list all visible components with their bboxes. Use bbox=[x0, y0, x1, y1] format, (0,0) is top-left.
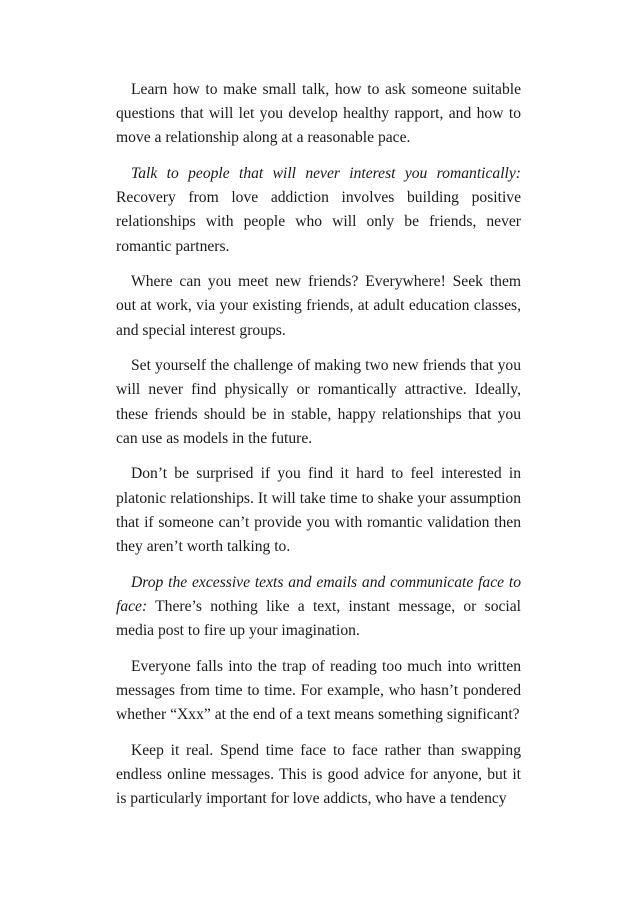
paragraph-text: Where can you meet new friends? Everywhere! Seek them out at work, via your existing friends, at adult education classes, and special interest groups. bbox=[116, 273, 521, 339]
paragraph-keep-it-real bbox=[116, 739, 521, 812]
paragraph-small-talk bbox=[116, 78, 521, 151]
paragraph-platonic bbox=[116, 462, 521, 559]
paragraph-challenge bbox=[116, 354, 521, 451]
paragraph-text: Learn how to make small talk, how to ask someone suitable questions that will let you develop healthy rapport, and how to move a relationship along at a reasonable pace. bbox=[116, 81, 521, 147]
paragraph-meet-friends bbox=[116, 270, 521, 343]
paragraph-drop-texts bbox=[116, 571, 521, 644]
paragraph-text: Keep it real. Spend time face to face rather than swapping endless online messages. This is good advice for anyone, but it is particularly important for love addicts, who have a tendency bbox=[116, 741, 521, 808]
paragraph-lead: Drop the excessive texts and emails and communicate face to face: bbox=[116, 573, 521, 615]
page-body bbox=[116, 78, 521, 823]
paragraph-text: Recovery from love addiction involves building positive relationships with people who will only be friends, never romantic partners. bbox=[116, 189, 521, 255]
paragraph-text: Don’t be surprised if you find it hard to feel interested in platonic relationships. It will take time to shake your assumption that if someone can’t provide you with romantic validation then they aren’t worth talking to. bbox=[116, 465, 521, 556]
paragraph-text: Set yourself the challenge of making two new friends that you will never find physically or romantically attractive. Ideally, these friends should be in stable, happy relationships that you can use as models in the future. bbox=[116, 357, 521, 447]
paragraph-talk-to-people bbox=[116, 162, 521, 259]
paragraph-written-messages bbox=[116, 655, 521, 728]
paragraph-lead: Talk to people that will never interest you romantically: bbox=[131, 165, 521, 182]
paragraph-text: Everyone falls into the trap of reading too much into written messages from time to time. For example, who hasn’t pondered whether “Xxx” at the end of a text means something significant? bbox=[116, 657, 521, 724]
paragraph-text: There’s nothing like a text, instant message, or social media post to fire up your imagination. bbox=[116, 597, 521, 640]
